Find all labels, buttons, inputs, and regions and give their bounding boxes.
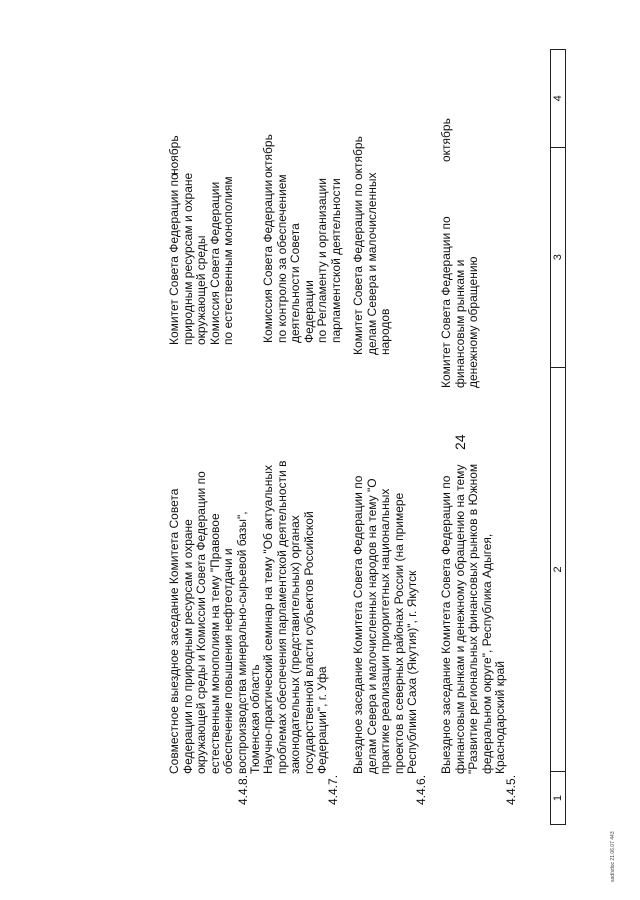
page-number: 24 <box>452 434 468 450</box>
row-responsible: Комитет Совета Федерации по финансовым рынкам и денежному обращению <box>439 216 480 388</box>
row-event: Выездное заседание Комитета Совета Федерации по делам Севера и малочисленных народов на тему "О практике реализации приоритетных национальных проектов в северных районах России (на примере Республики Саха (Якутия)", г. Якутск <box>351 475 419 774</box>
row-responsible: Комитет Совета Федерации по природным ресурсам и охране окружающей среды Комиссия Совета Федерации по естественным монополиям <box>167 172 235 345</box>
row-event: Научно-практический семинар на тему "Об актуальных проблемах обеспечения парламентской деятельности в законодательных (представительных) органах государственной власти субъектов Российской Федерации", г. Уфа <box>261 460 329 774</box>
header-col-1: 1 <box>551 771 565 824</box>
row-date: октябрь <box>439 118 453 162</box>
row-event: Выездное заседание Комитета Совета Федерации по финансовым рынкам и денежному обращению на тему "Развитие региональных финансовых рынков в Южном федеральном округе", Республика Адыгея, Краснодарский край <box>439 463 507 774</box>
row-responsible: Комитет Совета Федерации по делам Севера и малочисленных народов <box>351 172 392 355</box>
row-responsible: Комиссия Совета Федерации по контролю за обеспечением деятельности Совета Федерации по Регламенту и организации парламентской деятельности <box>261 174 343 343</box>
row-date: октябрь <box>351 136 365 180</box>
header-col-4: 4 <box>551 49 565 147</box>
row-number: 4.4.8. <box>236 774 250 805</box>
row-date: ноябрь <box>167 135 181 175</box>
row-event: Совместное выездное заседание Комитета Совета Федерации по природным ресурсам и охране окружающей среды и Комиссии Совета Федерации по естественным монополиям на тему "Правовое обеспечение повышения нефтеотдачи и воспроизводства минерально-сырьевой базы", Тюменская область <box>167 471 262 774</box>
row-number: 4.4.5. <box>504 774 518 805</box>
row-date: октябрь <box>261 134 275 178</box>
header-col-2: 2 <box>551 367 565 771</box>
footer-code: sad/sdoc 21.06.07 443 <box>610 831 616 882</box>
header-col-3: 3 <box>551 147 565 367</box>
row-number: 4.4.6. <box>414 774 428 805</box>
table-header <box>550 49 566 825</box>
row-number: 4.4.7. <box>326 774 340 805</box>
